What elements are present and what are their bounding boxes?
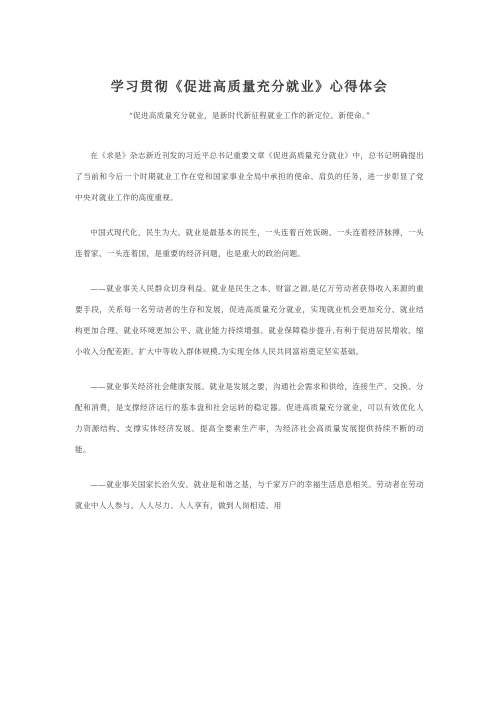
paragraph-1: 在《求是》杂志新近刊发的习近平总书记重要文章《促进高质量充分就业》中，总书记明确提出了当前和今后一个时期就业工作在党和国家事业全局中承担的使命、肩负的任务，进一步彰显了党中央对就业工作的高度重视。 (75, 151, 424, 202)
lead-quote: “促进高质量充分就业，是新时代新征程就业工作的新定位、新使命。” (128, 111, 371, 120)
document-title: 学习贯彻《促进高质量充分就业》心得体会 (110, 80, 389, 95)
paragraph-3: ——就业事关人民群众切身利益。就业是民生之本、财富之源,是亿万劳动者获得收入来源的重要手段，关系每一名劳动者的生存和发展，促进高质量充分就业，实现就业机会更加充分、就业结构更加合理、就业环境更加公平、就业能力持续增强、就业保障稳步提升,有利于促进居民增收、缩小收入分配差距、扩大中等收入群体规模,为实现全体人民共同富裕奠定坚实基础。 (75, 284, 424, 356)
paragraph-2: 中国式现代化，民生为大。就业是最基本的民生，一头连着百姓饭碗、一头连着经济脉搏，一头连着家、一头连着国，是重要的经济问题，也是重大的政治问题。 (75, 228, 424, 258)
paragraph-5: ——就业事关国家长治久安。就业是和谐之基，与千家万户的幸福生活息息相关。劳动者在劳动就业中人人参与、人人尽力、人人享有，做到人岗相适、用 (75, 480, 424, 510)
paragraph-4: ——就业事关经济社会健康发展。就业是发展之要，沟通社会需求和供给，连接生产、交换、分配和消费，是支撑经济运行的基本盘和社会运转的稳定器。促进高质量充分就业，可以有效优化人力资源结构、支撑实体经济发展、提高全要素生产率，为经济社会高质量发展提供持续不断的动能。 (75, 382, 424, 454)
